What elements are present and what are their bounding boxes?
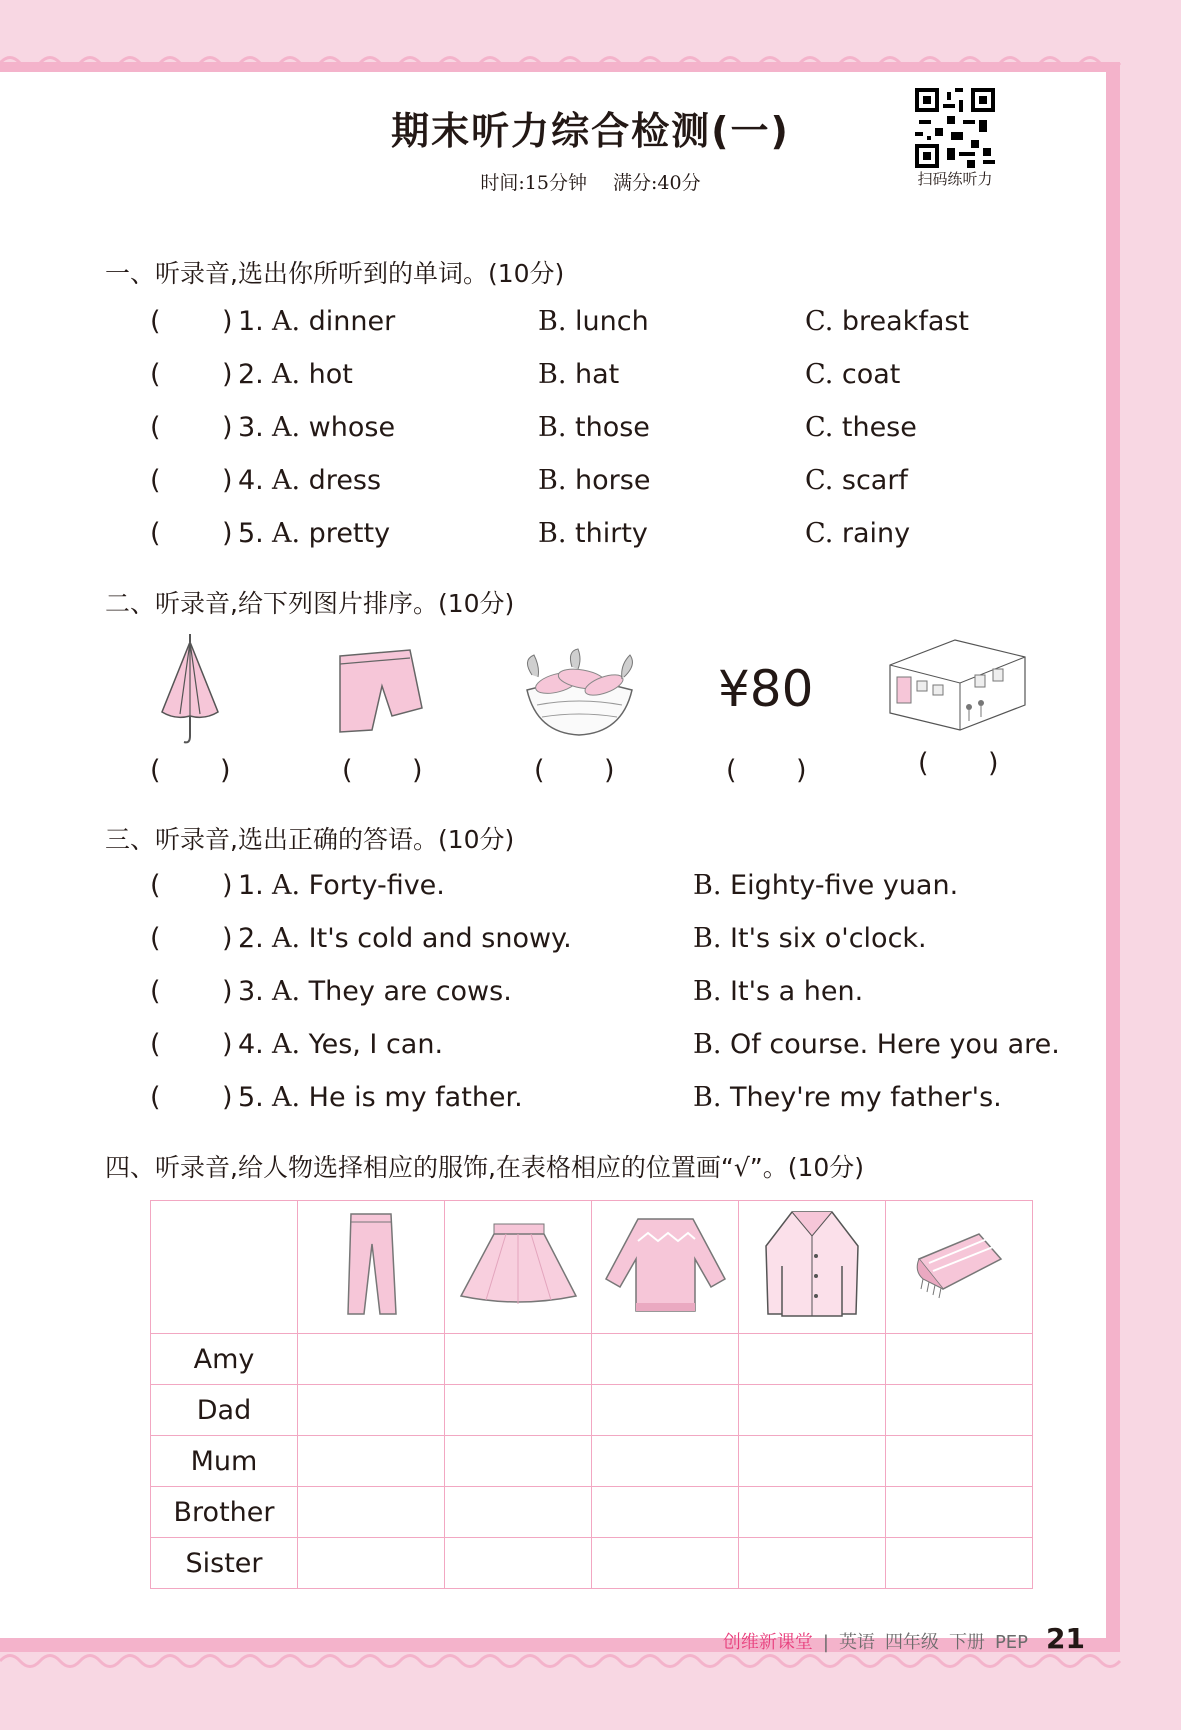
- check-cell[interactable]: [592, 1334, 739, 1385]
- price-tag: ¥80: [718, 660, 814, 718]
- table-row: [151, 1487, 1033, 1538]
- option-b: B. thirty: [538, 518, 648, 549]
- option-c: C. rainy: [805, 518, 911, 549]
- check-cell[interactable]: [592, 1385, 739, 1436]
- footer-term: 下册: [948, 1632, 985, 1653]
- check-cell[interactable]: [298, 1334, 445, 1385]
- question-number: 3.: [238, 412, 264, 443]
- question-number: 4.: [238, 1029, 264, 1060]
- question-number: 3.: [238, 976, 264, 1007]
- person-name: Amy: [151, 1334, 298, 1385]
- option-b: B. They're my father's.: [693, 1082, 1002, 1113]
- table-header-cell: [298, 1201, 445, 1334]
- check-cell[interactable]: [592, 1436, 739, 1487]
- check-cell[interactable]: [445, 1385, 592, 1436]
- table-corner-cell: [151, 1201, 298, 1334]
- option-a: A. Forty-five.: [272, 870, 445, 901]
- person-name: Dad: [151, 1385, 298, 1436]
- question-number: 1.: [238, 870, 264, 901]
- check-cell[interactable]: [298, 1385, 445, 1436]
- table-header-cell: [886, 1201, 1033, 1334]
- section-4-heading: 四、听录音,给人物选择相应的服饰,在表格相应的位置画“√”。(10分): [105, 1153, 865, 1182]
- person-name: Brother: [151, 1487, 298, 1538]
- check-cell[interactable]: [739, 1334, 886, 1385]
- carrots-basket-icon: [512, 645, 647, 740]
- table-row: [151, 1538, 1033, 1589]
- sweater-icon: [603, 1209, 728, 1319]
- table-row: [151, 1334, 1033, 1385]
- page-number: 21: [1046, 1622, 1085, 1655]
- option-b: B. It's six o'clock.: [693, 923, 927, 954]
- check-cell[interactable]: [445, 1538, 592, 1589]
- question-number: 2.: [238, 359, 264, 390]
- clothes-table: [150, 1200, 1033, 1589]
- person-name: Sister: [151, 1538, 298, 1589]
- full-score: 满分:40分: [613, 172, 701, 194]
- option-b: B. those: [538, 412, 650, 443]
- check-cell[interactable]: [886, 1487, 1033, 1538]
- option-c: C. coat: [805, 359, 901, 390]
- option-c: C. breakfast: [805, 306, 970, 337]
- table-header-cell: [592, 1201, 739, 1334]
- check-cell[interactable]: [592, 1487, 739, 1538]
- option-b: B. It's a hen.: [693, 976, 864, 1007]
- question-number: 5.: [238, 1082, 264, 1113]
- check-cell[interactable]: [739, 1538, 886, 1589]
- question-number: 2.: [238, 923, 264, 954]
- check-cell[interactable]: [445, 1436, 592, 1487]
- check-cell[interactable]: [886, 1385, 1033, 1436]
- check-cell[interactable]: [298, 1538, 445, 1589]
- check-cell[interactable]: [739, 1436, 886, 1487]
- question-number: 5.: [238, 518, 264, 549]
- question-number: 4.: [238, 465, 264, 496]
- table-row: [151, 1385, 1033, 1436]
- option-a: A. hot: [272, 359, 353, 390]
- footer-brand: 创维新课堂: [722, 1632, 813, 1653]
- section-1-heading: 一、听录音,选出你所听到的单词。(10分): [105, 259, 565, 288]
- check-cell[interactable]: [298, 1487, 445, 1538]
- footer-grade: 四年级: [884, 1632, 939, 1653]
- check-cell[interactable]: [886, 1436, 1033, 1487]
- option-c: C. these: [805, 412, 917, 443]
- time-limit: 时间:15分钟: [480, 172, 587, 194]
- check-cell[interactable]: [445, 1334, 592, 1385]
- check-cell[interactable]: [592, 1538, 739, 1589]
- option-a: A. He is my father.: [272, 1082, 523, 1113]
- table-header-cell: [445, 1201, 592, 1334]
- table-header-cell: [739, 1201, 886, 1334]
- jacket-icon: [762, 1206, 862, 1321]
- option-b: B. horse: [538, 465, 651, 496]
- check-cell[interactable]: [739, 1487, 886, 1538]
- page: 期末听力综合检测(一) 时间:15分钟 满分:40分 扫码练听力 一、听录音,选出你所听到的单词。(10分) ( ) 1. A. dinner B. lunch C. breakfast ( ) 2. A. hot B. hat C. coat ( ) 3. A. whose B. those C. these ( ) 4. A. dress B. horse C. scarf ( ) 5. A. pretty B. thirty C. rainy 二、听录音,给下列图片排序。(10分) ¥80 ( ) ( ) ( ) ( ) ( ) 三、听录音,选出正确的答语。(10分) ( ) 1. A. Forty-five. B. Eighty-five yuan. ( ) 2. A. It's cold and snowy. B. It's six o'clock. ( ) 3. A. They are cows. B. It's a hen. ( ) 4. A. Yes, I can. B. Of course. Here you are. ( ) 5. A. He is my father. B. They're my father's. 四、听录音,给人物选择相应的服饰,在表格相应的位置画“√”。(10分) Amy Dad Mum Brother Sister 创维新课堂 | 英语 四年级 下册 PEP 21: [0, 0, 1181, 1730]
- option-a: A. Yes, I can.: [272, 1029, 444, 1060]
- option-a: A. whose: [272, 412, 396, 443]
- shorts-icon: [330, 648, 430, 743]
- person-name: Mum: [151, 1436, 298, 1487]
- question-number: 1.: [238, 306, 264, 337]
- scarf-icon: [909, 1219, 1009, 1309]
- footer-divider: |: [822, 1632, 829, 1653]
- option-a: A. dress: [272, 465, 382, 496]
- footer: [723, 1622, 1085, 1655]
- page-title: 期末听力综合检测(一): [391, 109, 790, 153]
- section-3-heading: 三、听录音,选出正确的答语。(10分): [105, 825, 515, 854]
- skirt-icon: [456, 1216, 581, 1311]
- section-2-heading: 二、听录音,给下列图片排序。(10分): [105, 589, 515, 618]
- table-row: [151, 1436, 1033, 1487]
- footer-subject: 英语: [838, 1632, 875, 1653]
- footer-edition: PEP: [994, 1632, 1029, 1653]
- check-cell[interactable]: [445, 1487, 592, 1538]
- check-cell[interactable]: [886, 1538, 1033, 1589]
- option-a: A. They are cows.: [272, 976, 512, 1007]
- table-header-row: [151, 1201, 1033, 1334]
- option-a: A. dinner: [272, 306, 396, 337]
- option-b: B. Eighty-five yuan.: [693, 870, 959, 901]
- check-cell[interactable]: [298, 1436, 445, 1487]
- wavy-border-top: [0, 52, 1130, 74]
- option-b: B. hat: [538, 359, 620, 390]
- check-cell[interactable]: [886, 1334, 1033, 1385]
- option-b: B. lunch: [538, 306, 649, 337]
- option-b: B. Of course. Here you are.: [693, 1029, 1060, 1060]
- option-a: A. pretty: [272, 518, 391, 549]
- school-building-icon: [885, 635, 1030, 735]
- pants-icon: [336, 1209, 406, 1319]
- umbrella-icon: [150, 632, 230, 747]
- option-a: A. It's cold and snowy.: [272, 923, 572, 954]
- qr-code-icon[interactable]: [915, 88, 995, 168]
- qr-label: 扫码练听力: [917, 170, 993, 188]
- option-c: C. scarf: [805, 465, 908, 496]
- check-cell[interactable]: [739, 1385, 886, 1436]
